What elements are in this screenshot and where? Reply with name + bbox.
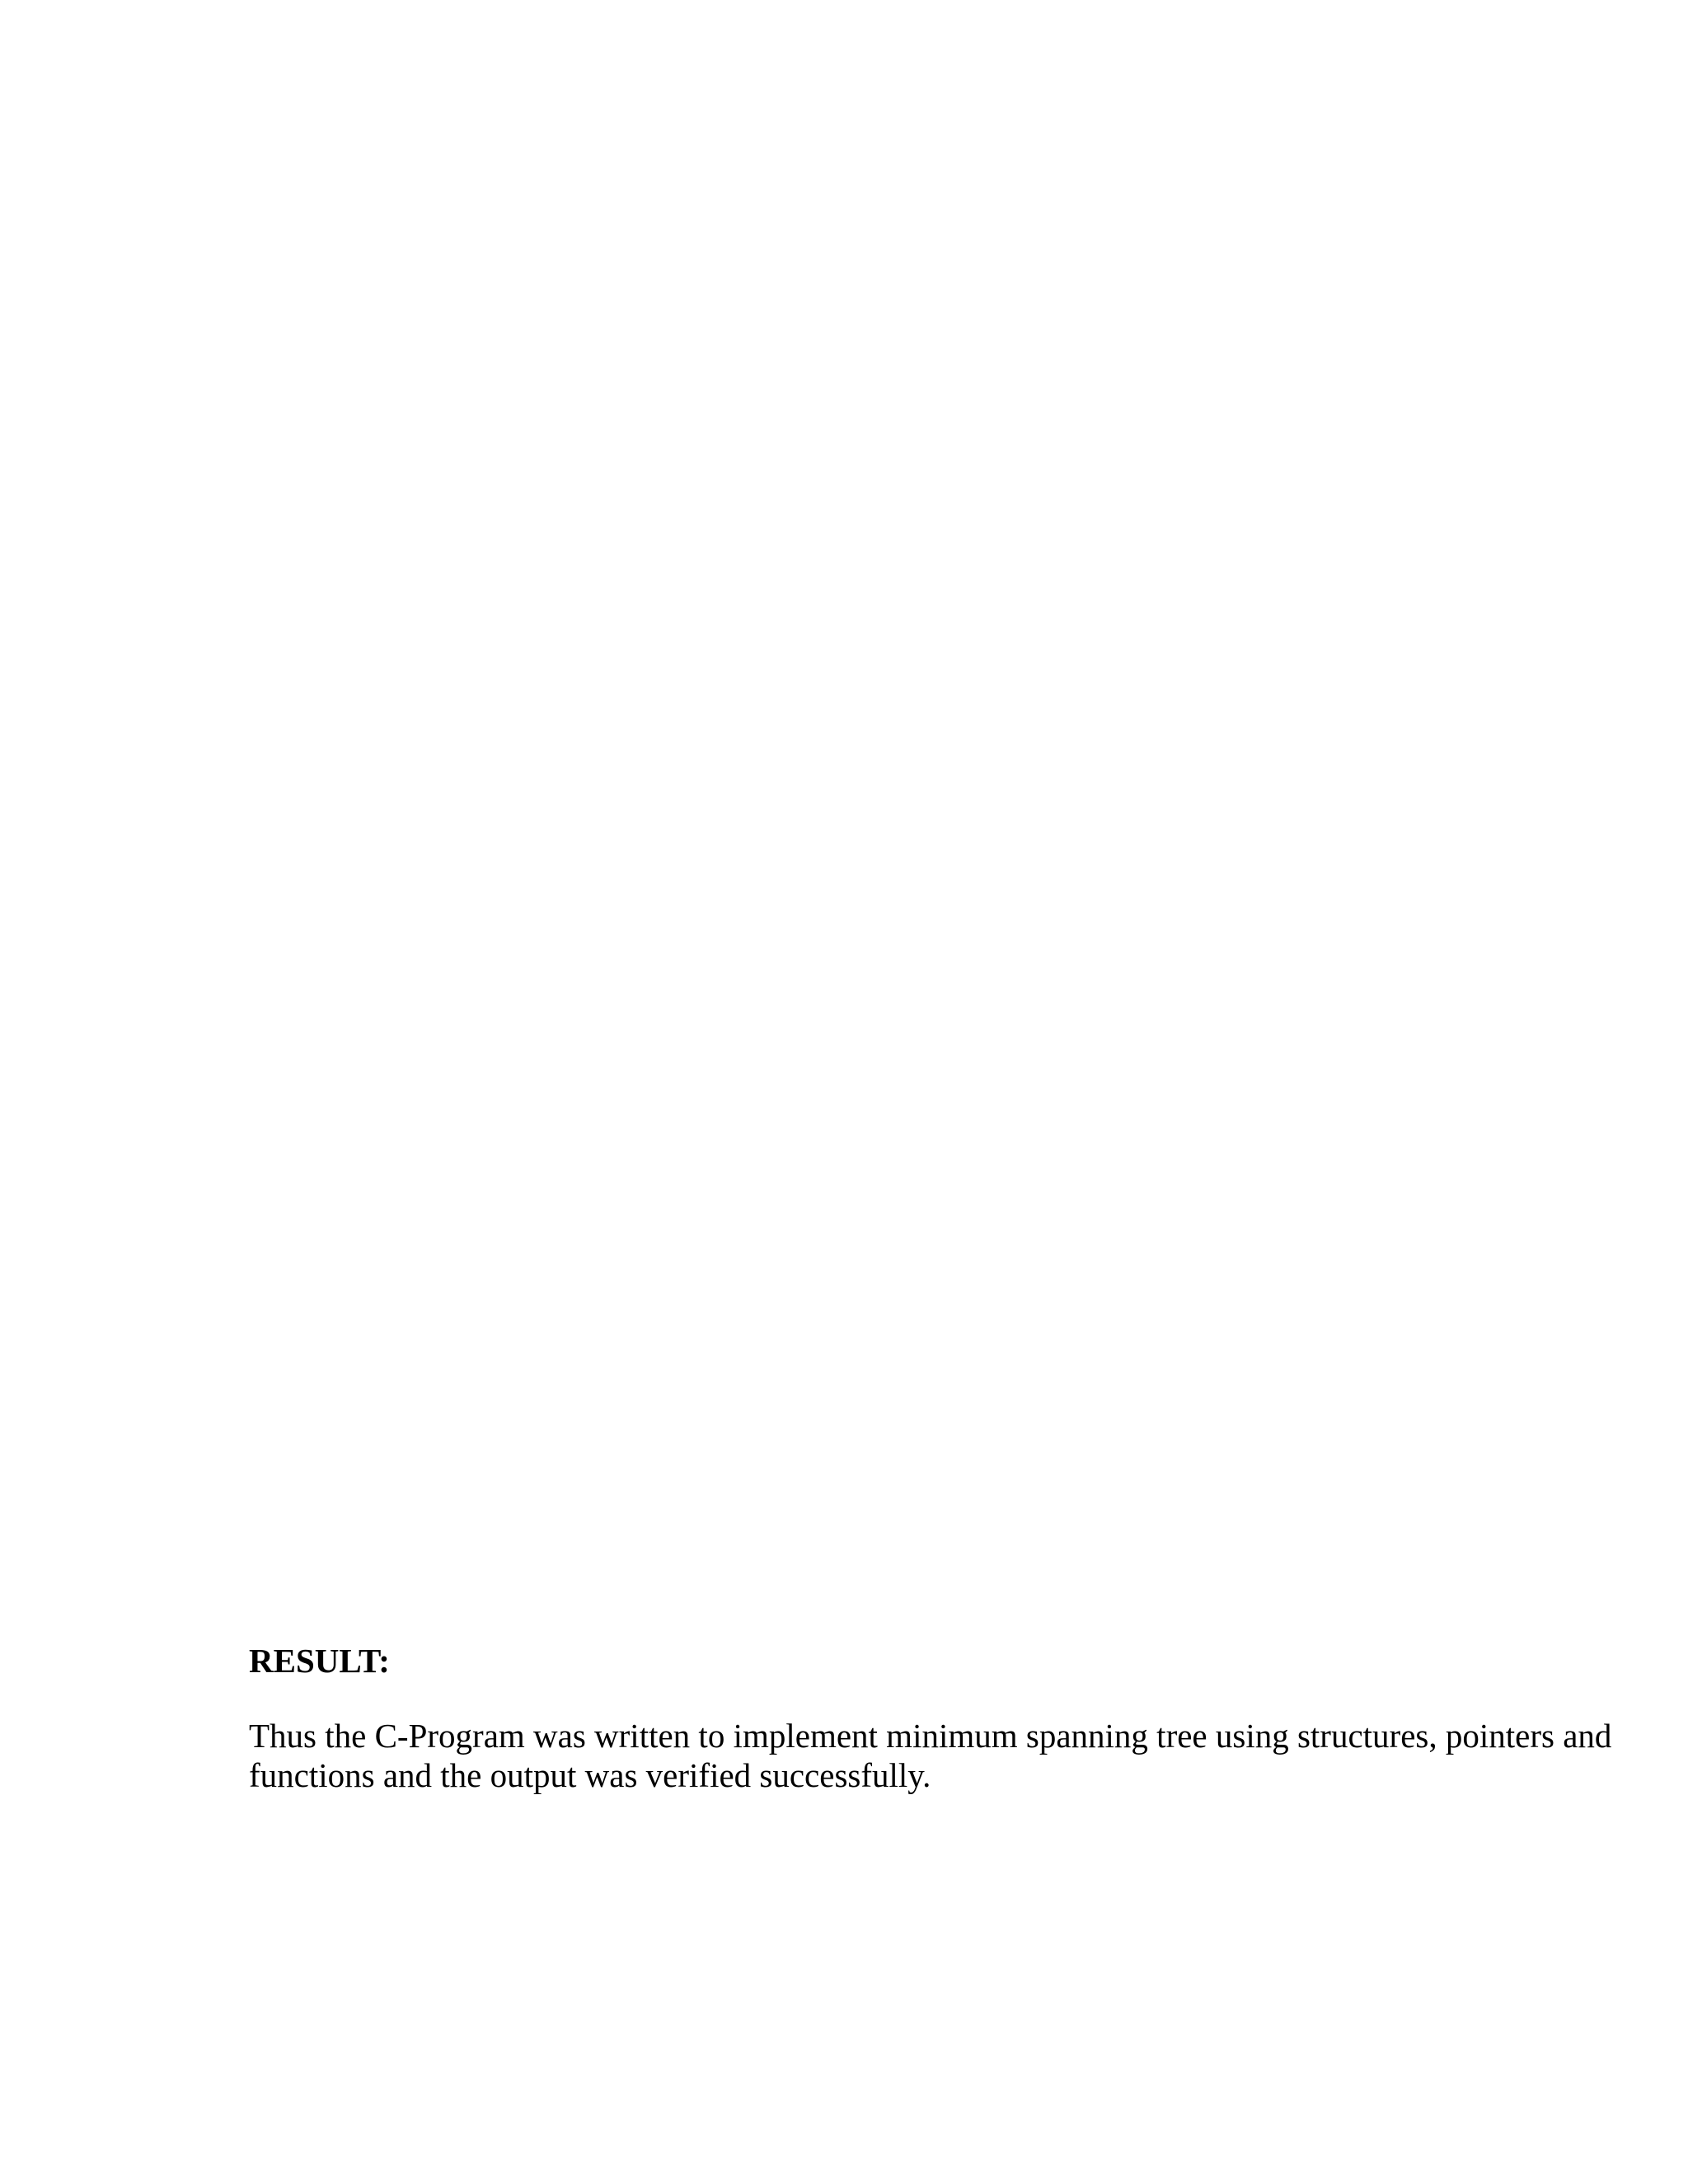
result-heading: RESULT:: [249, 1642, 390, 1680]
result-section: [249, 1642, 1650, 1795]
result-paragraph: Thus the C-Program was written to implement minimum spanning tree using structures, pointers and functions and the output was verified successfully.: [249, 1717, 1612, 1794]
